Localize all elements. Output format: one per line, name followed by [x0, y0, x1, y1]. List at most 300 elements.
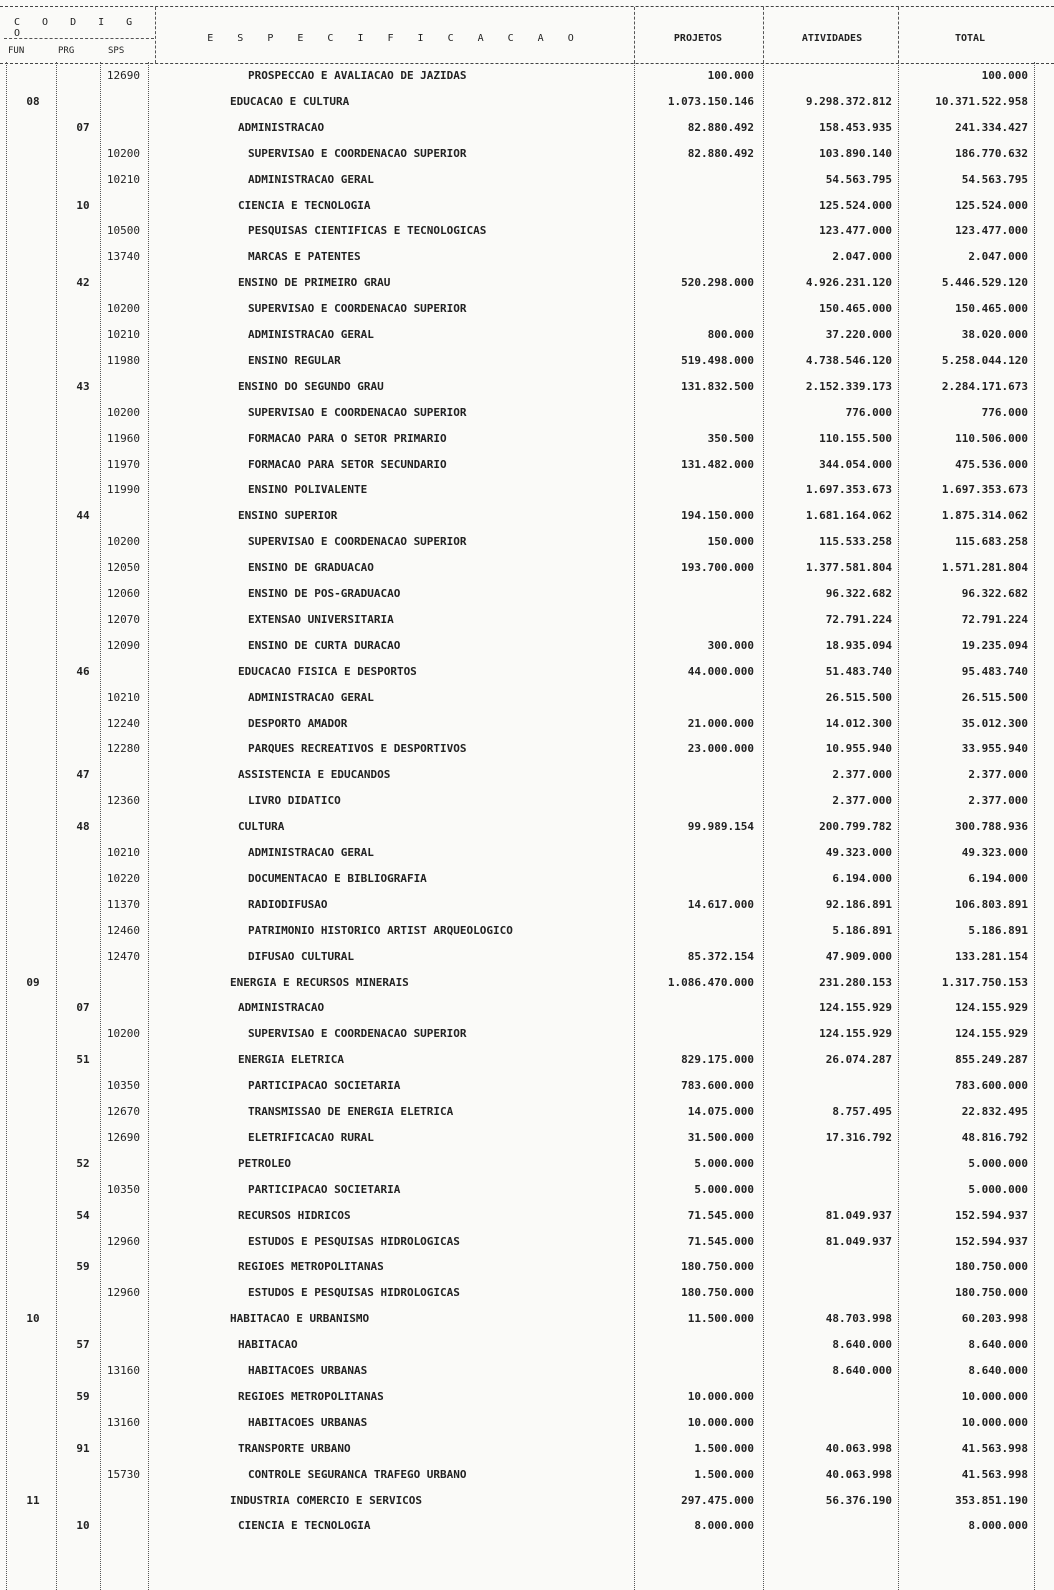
- header-codigo: C O D I G O: [14, 17, 141, 39]
- projetos-value: 5.000.000: [694, 1182, 754, 1196]
- total-value: 72.791.224: [961, 612, 1028, 626]
- sps-code: 13160: [106, 1364, 140, 1377]
- table-row: [0, 710, 1054, 736]
- description: RECURSOS HIDRICOS: [238, 1208, 351, 1222]
- fun-code: 09: [26, 975, 40, 989]
- projetos-value: 31.500.000: [687, 1130, 754, 1144]
- description: ADMINISTRACAO GERAL: [248, 846, 374, 859]
- prg-code: 46: [76, 664, 90, 678]
- projetos-value: 71.545.000: [687, 1234, 754, 1248]
- projetos-value: 829.175.000: [681, 1053, 754, 1067]
- total-value: 125.524.000: [955, 198, 1028, 212]
- atividades-value: 37.220.000: [825, 328, 892, 341]
- description: ADMINISTRACAO: [238, 120, 325, 134]
- table-row: [0, 1461, 1054, 1487]
- prg-code: 48: [76, 820, 90, 834]
- projetos-value: 1.500.000: [694, 1467, 754, 1481]
- total-value: 2.047.000: [968, 250, 1028, 264]
- atividades-value: 48.703.998: [825, 1312, 892, 1326]
- projetos-value: 100.000: [707, 69, 754, 82]
- projetos-value: 350.500: [707, 431, 754, 445]
- table-row: [0, 243, 1054, 269]
- atividades-value: 8.757.495: [832, 1105, 892, 1118]
- sps-code: 12690: [106, 1130, 140, 1144]
- table-row: [0, 476, 1054, 502]
- header-divider: [898, 7, 899, 63]
- atividades-value: 49.323.000: [825, 846, 892, 859]
- prg-code: 42: [76, 276, 90, 290]
- total-value: 35.012.300: [961, 716, 1028, 730]
- atividades-value: 1.377.581.804: [805, 561, 892, 575]
- projetos-value: 44.000.000: [687, 664, 754, 678]
- table-row: [0, 761, 1054, 787]
- sps-code: 12470: [106, 949, 140, 963]
- projetos-value: 180.750.000: [681, 1286, 754, 1300]
- atividades-value: 81.049.937: [825, 1208, 892, 1222]
- sps-code: 15730: [106, 1467, 140, 1481]
- header-especificacao: E S P E C I F I C A C A O: [207, 33, 583, 44]
- projetos-value: 14.075.000: [687, 1105, 754, 1118]
- sps-code: 10500: [106, 224, 140, 238]
- description: ENSINO POLIVALENTE: [248, 483, 368, 497]
- description: DOCUMENTACAO E BIBLIOGRAFIA: [248, 871, 427, 885]
- sps-code: 12280: [106, 742, 140, 756]
- header-divider: [634, 7, 635, 63]
- table-row: [0, 943, 1054, 969]
- header-sps: SPS: [108, 46, 125, 56]
- atividades-value: 2.047.000: [832, 250, 892, 264]
- sps-code: 12050: [106, 561, 140, 575]
- description: REGIOES METROPOLITANAS: [238, 1389, 384, 1403]
- total-value: 8.640.000: [968, 1364, 1028, 1377]
- total-value: 41.563.998: [961, 1441, 1028, 1455]
- sps-code: 12960: [106, 1234, 140, 1248]
- table-row: [0, 321, 1054, 347]
- prg-code: 59: [76, 1260, 90, 1274]
- sps-code: 10200: [106, 1027, 140, 1041]
- description: PATRIMONIO HISTORICO ARTIST ARQUEOLOGICO: [248, 923, 513, 937]
- description: ENSINO DE POS-GRADUACAO: [248, 587, 401, 600]
- description: PETROLEO: [238, 1156, 291, 1170]
- total-value: 106.803.891: [955, 897, 1028, 911]
- table-row: [0, 1435, 1054, 1461]
- table-row: [0, 1020, 1054, 1046]
- total-value: 2.284.171.673: [941, 379, 1028, 393]
- projetos-value: 23.000.000: [687, 742, 754, 756]
- description: REGIOES METROPOLITANAS: [238, 1260, 384, 1274]
- atividades-value: 776.000: [845, 405, 892, 419]
- sps-code: 11960: [106, 431, 140, 445]
- table-row: [0, 917, 1054, 943]
- prg-code: 10: [76, 198, 90, 212]
- projetos-value: 85.372.154: [687, 949, 754, 963]
- projetos-value: 1.073.150.146: [667, 94, 754, 108]
- description: ESTUDOS E PESQUISAS HIDROLOGICAS: [248, 1286, 460, 1300]
- total-value: 8.000.000: [968, 1519, 1028, 1533]
- projetos-value: 71.545.000: [687, 1208, 754, 1222]
- atividades-value: 51.483.740: [825, 664, 892, 678]
- table-row: [0, 62, 1054, 88]
- description: ENSINO DE PRIMEIRO GRAU: [238, 276, 391, 290]
- total-value: 1.875.314.062: [941, 509, 1028, 523]
- sps-code: 10210: [106, 846, 140, 859]
- projetos-value: 783.600.000: [681, 1079, 754, 1093]
- table-row: [0, 373, 1054, 399]
- projetos-value: 82.880.492: [687, 120, 754, 134]
- prg-code: 51: [76, 1053, 90, 1067]
- description: MARCAS E PATENTES: [248, 250, 361, 264]
- sps-code: 10200: [106, 405, 140, 419]
- description: PARQUES RECREATIVOS E DESPORTIVOS: [248, 742, 467, 756]
- total-value: 783.600.000: [955, 1079, 1028, 1093]
- table-row: [0, 1409, 1054, 1435]
- description: SUPERVISAO E COORDENACAO SUPERIOR: [248, 146, 467, 160]
- total-value: 152.594.937: [955, 1234, 1028, 1248]
- table-row: [0, 658, 1054, 684]
- header-divider: [155, 7, 156, 63]
- table-row: [0, 735, 1054, 761]
- total-value: 6.194.000: [968, 871, 1028, 885]
- description: ESTUDOS E PESQUISAS HIDROLOGICAS: [248, 1234, 460, 1248]
- table-row: [0, 1279, 1054, 1305]
- projetos-value: 131.832.500: [681, 379, 754, 393]
- description: ENSINO SUPERIOR: [238, 509, 338, 523]
- total-value: 10.000.000: [961, 1415, 1028, 1429]
- table-row: [0, 269, 1054, 295]
- prg-code: 07: [76, 120, 90, 134]
- sps-code: 11980: [106, 353, 140, 367]
- projetos-value: 180.750.000: [681, 1260, 754, 1274]
- atividades-value: 2.377.000: [832, 768, 892, 782]
- header-projetos: PROJETOS: [673, 33, 723, 44]
- sps-code: 10210: [106, 690, 140, 704]
- table-header: [0, 6, 1054, 64]
- sps-code: 10210: [106, 328, 140, 341]
- projetos-value: 193.700.000: [681, 561, 754, 575]
- description: ENSINO DE GRADUACAO: [248, 561, 374, 575]
- atividades-value: 231.280.153: [819, 975, 892, 989]
- sps-code: 12240: [106, 716, 140, 730]
- atividades-value: 2.152.339.173: [805, 379, 892, 393]
- table-row: [0, 606, 1054, 632]
- atividades-value: 125.524.000: [819, 198, 892, 212]
- projetos-value: 194.150.000: [681, 509, 754, 523]
- atividades-value: 103.890.140: [819, 146, 892, 160]
- prg-code: 59: [76, 1389, 90, 1403]
- table-row: [0, 1124, 1054, 1150]
- table-row: [0, 994, 1054, 1020]
- table-row: [0, 451, 1054, 477]
- atividades-value: 40.063.998: [825, 1441, 892, 1455]
- description: CIENCIA E TECNOLOGIA: [238, 198, 371, 212]
- table-row: [0, 166, 1054, 192]
- total-value: 300.788.936: [955, 820, 1028, 834]
- description: INDUSTRIA COMERCIO E SERVICOS: [230, 1493, 423, 1507]
- sps-code: 12960: [106, 1286, 140, 1300]
- atividades-value: 81.049.937: [825, 1234, 892, 1248]
- prg-code: 47: [76, 768, 90, 782]
- prg-code: 43: [76, 379, 90, 393]
- fun-code: 11: [26, 1493, 40, 1507]
- prg-code: 91: [76, 1441, 90, 1455]
- header-total: TOTAL: [954, 33, 986, 44]
- total-value: 48.816.792: [961, 1130, 1028, 1144]
- table-row: [0, 1150, 1054, 1176]
- total-value: 10.000.000: [961, 1389, 1028, 1403]
- table-row: [0, 1072, 1054, 1098]
- projetos-value: 300.000: [707, 638, 754, 652]
- total-value: 353.851.190: [955, 1493, 1028, 1507]
- table-row: [0, 580, 1054, 606]
- total-value: 124.155.929: [955, 1027, 1028, 1041]
- sps-code: 12360: [106, 794, 140, 808]
- atividades-value: 10.955.940: [825, 742, 892, 756]
- projetos-value: 99.989.154: [687, 820, 754, 834]
- table-row: [0, 1098, 1054, 1124]
- atividades-value: 123.477.000: [819, 224, 892, 238]
- projetos-value: 14.617.000: [687, 897, 754, 911]
- description: EDUCACAO FISICA E DESPORTOS: [238, 664, 417, 678]
- description: HABITACOES URBANAS: [248, 1415, 368, 1429]
- total-value: 60.203.998: [961, 1312, 1028, 1326]
- atividades-value: 5.186.891: [832, 923, 892, 937]
- table-row: [0, 1305, 1054, 1331]
- description: ADMINISTRACAO: [238, 1001, 325, 1015]
- total-value: 19.235.094: [961, 638, 1028, 652]
- atividades-value: 1.681.164.062: [805, 509, 892, 523]
- projetos-value: 10.000.000: [687, 1415, 754, 1429]
- table-row: [0, 347, 1054, 373]
- total-value: 100.000: [981, 69, 1028, 82]
- description: ADMINISTRACAO GERAL: [248, 690, 374, 704]
- total-value: 475.536.000: [955, 457, 1028, 471]
- projetos-value: 1.500.000: [694, 1441, 754, 1455]
- projetos-value: 8.000.000: [694, 1519, 754, 1533]
- description: HABITACAO E URBANISMO: [230, 1312, 370, 1326]
- sps-code: 12460: [106, 923, 140, 937]
- total-value: 124.155.929: [955, 1001, 1028, 1015]
- total-value: 2.377.000: [968, 794, 1028, 808]
- total-value: 110.506.000: [955, 431, 1028, 445]
- total-value: 8.640.000: [968, 1338, 1028, 1352]
- description: EXTENSAO UNIVERSITARIA: [248, 612, 394, 626]
- atividades-value: 150.465.000: [819, 302, 892, 316]
- header-codigo-rule: [4, 38, 154, 39]
- table-row: [0, 891, 1054, 917]
- description: ELETRIFICACAO RURAL: [248, 1130, 374, 1144]
- total-value: 41.563.998: [961, 1467, 1028, 1481]
- description: HABITACOES URBANAS: [248, 1364, 368, 1377]
- description: ENERGIA E RECURSOS MINERAIS: [230, 975, 409, 989]
- total-value: 5.000.000: [968, 1182, 1028, 1196]
- atividades-value: 92.186.891: [825, 897, 892, 911]
- description: FORMACAO PARA O SETOR PRIMARIO: [248, 431, 447, 445]
- total-value: 54.563.795: [961, 172, 1028, 186]
- fun-code: 10: [26, 1312, 40, 1326]
- atividades-value: 344.054.000: [819, 457, 892, 471]
- atividades-value: 115.533.258: [819, 535, 892, 549]
- projetos-value: 519.498.000: [681, 353, 754, 367]
- description: SUPERVISAO E COORDENACAO SUPERIOR: [248, 535, 467, 549]
- projetos-value: 10.000.000: [687, 1389, 754, 1403]
- total-value: 10.371.522.958: [935, 94, 1028, 108]
- header-prg: PRG: [58, 46, 75, 56]
- description: SUPERVISAO E COORDENACAO SUPERIOR: [248, 302, 467, 316]
- atividades-value: 17.316.792: [825, 1130, 892, 1144]
- atividades-value: 18.935.094: [825, 638, 892, 652]
- total-value: 1.317.750.153: [941, 975, 1028, 989]
- total-value: 95.483.740: [961, 664, 1028, 678]
- atividades-value: 56.376.190: [825, 1493, 892, 1507]
- description: FORMACAO PARA SETOR SECUNDARIO: [248, 457, 447, 471]
- description: CULTURA: [238, 820, 285, 834]
- description: SUPERVISAO E COORDENACAO SUPERIOR: [248, 405, 467, 419]
- table-row: [0, 969, 1054, 995]
- projetos-value: 1.086.470.000: [667, 975, 754, 989]
- table-row: [0, 1253, 1054, 1279]
- table-row: [0, 528, 1054, 554]
- prg-code: 57: [76, 1338, 90, 1352]
- header-divider: [763, 7, 764, 63]
- table-row: [0, 217, 1054, 243]
- table-row: [0, 839, 1054, 865]
- table-row: [0, 684, 1054, 710]
- description: ENSINO REGULAR: [248, 353, 341, 367]
- atividades-value: 8.640.000: [832, 1364, 892, 1377]
- sps-code: 11370: [106, 897, 140, 911]
- table-row: [0, 1176, 1054, 1202]
- table-row: [0, 140, 1054, 166]
- total-value: 855.249.287: [955, 1053, 1028, 1067]
- prg-code: 44: [76, 509, 90, 523]
- description: LIVRO DIDATICO: [248, 794, 341, 808]
- description: CIENCIA E TECNOLOGIA: [238, 1519, 371, 1533]
- atividades-value: 4.738.546.120: [805, 353, 892, 367]
- total-value: 38.020.000: [961, 328, 1028, 341]
- description: ASSISTENCIA E EDUCANDOS: [238, 768, 391, 782]
- prg-code: 52: [76, 1156, 90, 1170]
- atividades-value: 4.926.231.120: [805, 276, 892, 290]
- prg-code: 10: [76, 1519, 90, 1533]
- table-row: [0, 192, 1054, 218]
- table-row: [0, 1512, 1054, 1538]
- projetos-value: 520.298.000: [681, 276, 754, 290]
- table-row: [0, 813, 1054, 839]
- header-fun: FUN: [8, 46, 25, 56]
- description: HABITACAO: [238, 1338, 298, 1352]
- projetos-value: 800.000: [707, 328, 754, 341]
- atividades-value: 2.377.000: [832, 794, 892, 808]
- total-value: 133.281.154: [955, 949, 1028, 963]
- table-row: [0, 1357, 1054, 1383]
- atividades-value: 8.640.000: [832, 1338, 892, 1352]
- description: DIFUSAO CULTURAL: [248, 949, 354, 963]
- table-row: [0, 632, 1054, 658]
- sps-code: 12670: [106, 1105, 140, 1118]
- description: TRANSPORTE URBANO: [238, 1441, 351, 1455]
- total-value: 96.322.682: [961, 587, 1028, 600]
- sps-code: 10210: [106, 172, 140, 186]
- description: EDUCACAO E CULTURA: [230, 94, 350, 108]
- description: RADIODIFUSAO: [248, 897, 328, 911]
- total-value: 115.683.258: [955, 535, 1028, 549]
- table-row: [0, 399, 1054, 425]
- description: CONTROLE SEGURANCA TRAFEGO URBANO: [248, 1467, 467, 1481]
- description: ENSINO DE CURTA DURACAO: [248, 638, 401, 652]
- prg-code: 07: [76, 1001, 90, 1015]
- atividades-value: 26.515.500: [825, 690, 892, 704]
- atividades-value: 47.909.000: [825, 949, 892, 963]
- prg-code: 54: [76, 1208, 90, 1222]
- description: PESQUISAS CIENTIFICAS E TECNOLOGICAS: [248, 224, 487, 238]
- table-row: [0, 1487, 1054, 1513]
- sps-code: 10350: [106, 1182, 140, 1196]
- atividades-value: 96.322.682: [825, 587, 892, 600]
- total-value: 26.515.500: [961, 690, 1028, 704]
- sps-code: 10350: [106, 1079, 140, 1093]
- atividades-value: 9.298.372.812: [805, 94, 892, 108]
- description: ADMINISTRACAO GERAL: [248, 328, 374, 341]
- total-value: 5.258.044.120: [941, 353, 1028, 367]
- description: SUPERVISAO E COORDENACAO SUPERIOR: [248, 1027, 467, 1041]
- total-value: 180.750.000: [955, 1286, 1028, 1300]
- sps-code: 10220: [106, 871, 140, 885]
- header-atividades: ATIVIDADES: [801, 33, 863, 44]
- sps-code: 10200: [106, 535, 140, 549]
- atividades-value: 14.012.300: [825, 716, 892, 730]
- description: TRANSMISSAO DE ENERGIA ELETRICA: [248, 1105, 454, 1118]
- table-row: [0, 1046, 1054, 1072]
- table-row: [0, 1228, 1054, 1254]
- atividades-value: 54.563.795: [825, 172, 892, 186]
- sps-code: 10200: [106, 146, 140, 160]
- description: DESPORTO AMADOR: [248, 716, 348, 730]
- description: ENERGIA ELETRICA: [238, 1053, 344, 1067]
- atividades-value: 26.074.287: [825, 1053, 892, 1067]
- total-value: 33.955.940: [961, 742, 1028, 756]
- total-value: 186.770.632: [955, 146, 1028, 160]
- atividades-value: 200.799.782: [819, 820, 892, 834]
- description: PROSPECCAO E AVALIACAO DE JAZIDAS: [248, 69, 467, 82]
- description: ADMINISTRACAO GERAL: [248, 172, 374, 186]
- description: ENSINO DO SEGUNDO GRAU: [238, 379, 384, 393]
- sps-code: 13160: [106, 1415, 140, 1429]
- table-row: [0, 1202, 1054, 1228]
- atividades-value: 40.063.998: [825, 1467, 892, 1481]
- total-value: 1.571.281.804: [941, 561, 1028, 575]
- table-row: [0, 1331, 1054, 1357]
- total-value: 5.000.000: [968, 1156, 1028, 1170]
- projetos-value: 82.880.492: [687, 146, 754, 160]
- sps-code: 12060: [106, 587, 140, 600]
- atividades-value: 110.155.500: [819, 431, 892, 445]
- total-value: 1.697.353.673: [941, 483, 1028, 497]
- table-row: [0, 502, 1054, 528]
- total-value: 2.377.000: [968, 768, 1028, 782]
- sps-code: 10200: [106, 302, 140, 316]
- fun-code: 08: [26, 94, 40, 108]
- projetos-value: 5.000.000: [694, 1156, 754, 1170]
- sps-code: 12090: [106, 638, 140, 652]
- table-row: [0, 787, 1054, 813]
- atividades-value: 6.194.000: [832, 871, 892, 885]
- total-value: 241.334.427: [955, 120, 1028, 134]
- table-row: [0, 554, 1054, 580]
- total-value: 5.446.529.120: [941, 276, 1028, 290]
- projetos-value: 11.500.000: [687, 1312, 754, 1326]
- total-value: 150.465.000: [955, 302, 1028, 316]
- description: PARTICIPACAO SOCIETARIA: [248, 1182, 401, 1196]
